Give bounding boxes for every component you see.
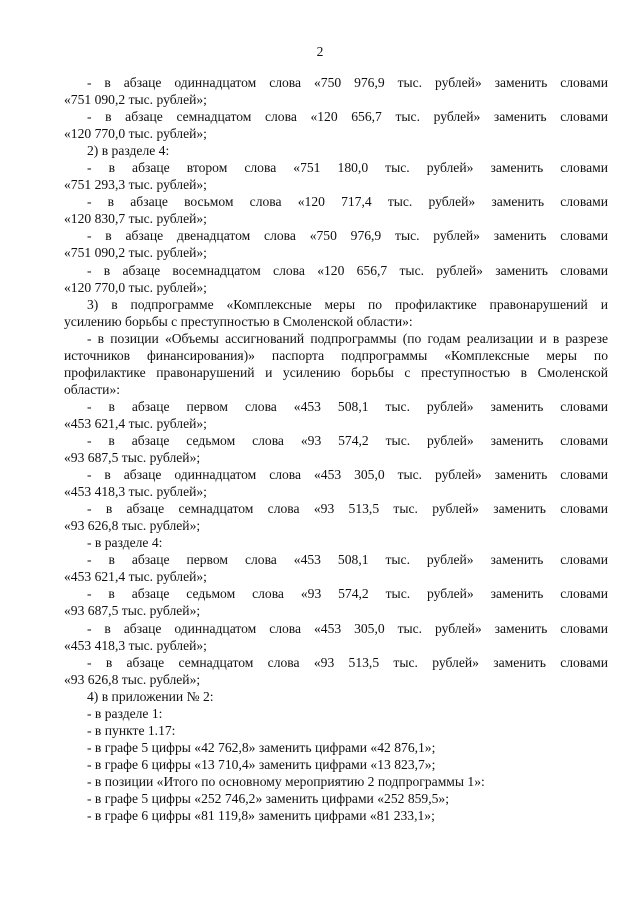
text-line: «751 090,2 тыс. рублей»; (64, 245, 207, 261)
page-number: 2 (316, 44, 324, 59)
text-line: «751 293,3 тыс. рублей»; (64, 177, 207, 193)
paragraph (64, 159, 608, 193)
section-heading: 4) в приложении № 2: (87, 688, 214, 704)
text-line: «93 687,5 тыс. рублей»; (64, 603, 201, 619)
list-item: - в графе 5 цифры «252 746,2» заменить цифрами «252 859,5»; (87, 790, 449, 806)
text-line: «453 418,3 тыс. рублей»; (64, 637, 207, 653)
text-line: «453 621,4 тыс. рублей»; (64, 569, 207, 585)
paragraph (64, 74, 608, 108)
list-item: - в пункте 1.17: (87, 722, 176, 738)
list-item: - в графе 6 цифры «81 119,8» заменить цифрами «81 233,1»; (87, 808, 435, 824)
paragraph: - в позиции «Объемы ассигнований подпрограммы (по годам реализации и в разрезе источников финансирования)» паспорта подпрограммы «Комплексные меры по профилактике правонарушений и усилению борьбы с преступностью в Смоленской области»: (64, 330, 608, 397)
text-line: «93 626,8 тыс. рублей»; (64, 518, 201, 534)
text-line: 3) в подпрограмме «Комплексные меры по профилактике правонарушений и (87, 296, 608, 312)
text-line: - в абзаце одиннадцатом слова «453 305,0 тыс. рублей» заменить словами (87, 620, 608, 636)
text-line: - в абзаце первом слова «453 508,1 тыс. рублей» заменить словами (87, 398, 608, 414)
document-body (64, 74, 608, 824)
text-line: - в абзаце двенадцатом слова «750 976,9 тыс. рублей» заменить словами (87, 228, 608, 244)
paragraph (64, 466, 608, 500)
paragraph (64, 227, 608, 261)
paragraph (64, 262, 608, 296)
list-item: - в разделе 1: (87, 705, 163, 721)
list-item: - в графе 6 цифры «13 710,4» заменить цифрами «13 823,7»; (87, 756, 436, 772)
text-line: «93 626,8 тыс. рублей»; (64, 671, 201, 687)
text-line: - в абзаце восьмом слова «120 717,4 тыс. рублей» заменить словами (87, 194, 608, 210)
paragraph (64, 432, 608, 466)
text-line: «120 770,0 тыс. рублей»; (64, 126, 207, 142)
paragraph (64, 296, 608, 330)
paragraph (64, 398, 608, 432)
text-line: «453 621,4 тыс. рублей»; (64, 415, 207, 431)
text-line: «453 418,3 тыс. рублей»; (64, 484, 207, 500)
text-line: - в абзаце втором слова «751 180,0 тыс. рублей» заменить словами (87, 160, 608, 176)
section-heading: - в разделе 4: (87, 535, 163, 551)
paragraph (64, 654, 608, 688)
section-heading: 2) в разделе 4: (87, 143, 170, 159)
text-line: «120 770,0 тыс. рублей»; (64, 279, 207, 295)
list-item: - в графе 5 цифры «42 762,8» заменить цифрами «42 876,1»; (87, 739, 436, 755)
text-line: - в абзаце седьмом слова «93 574,2 тыс. рублей» заменить словами (87, 432, 608, 448)
text-line: - в абзаце восемнадцатом слова «120 656,7 тыс. рублей» заменить словами (87, 262, 608, 278)
text-line: - в абзаце одиннадцатом слова «750 976,9 тыс. рублей» заменить словами (87, 75, 608, 90)
list-item: - в позиции «Итого по основному мероприятию 2 подпрограммы 1»: (87, 773, 485, 789)
text-line: усилению борьбы с преступностью в Смоленской области»: (64, 313, 413, 329)
paragraph (64, 585, 608, 619)
text-line: «93 687,5 тыс. рублей»; (64, 450, 201, 466)
text-line: - в абзаце семнадцатом слова «93 513,5 тыс. рублей» заменить словами (87, 501, 608, 517)
text-line: - в абзаце седьмом слова «93 574,2 тыс. рублей» заменить словами (87, 586, 608, 602)
paragraph (64, 500, 608, 534)
paragraph (64, 551, 608, 585)
text-line: «751 090,2 тыс. рублей»; (64, 92, 207, 108)
text-line: - в абзаце семнадцатом слова «120 656,7 тыс. рублей» заменить словами (87, 109, 608, 125)
text-line: - в абзаце первом слова «453 508,1 тыс. рублей» заменить словами (87, 552, 608, 568)
text-line: «120 830,7 тыс. рублей»; (64, 211, 207, 227)
paragraph (64, 620, 608, 654)
text-line: - в абзаце одиннадцатом слова «453 305,0 тыс. рублей» заменить словами (87, 467, 608, 483)
paragraph (64, 108, 608, 142)
paragraph (64, 193, 608, 227)
text-line: - в абзаце семнадцатом слова «93 513,5 тыс. рублей» заменить словами (87, 654, 608, 670)
